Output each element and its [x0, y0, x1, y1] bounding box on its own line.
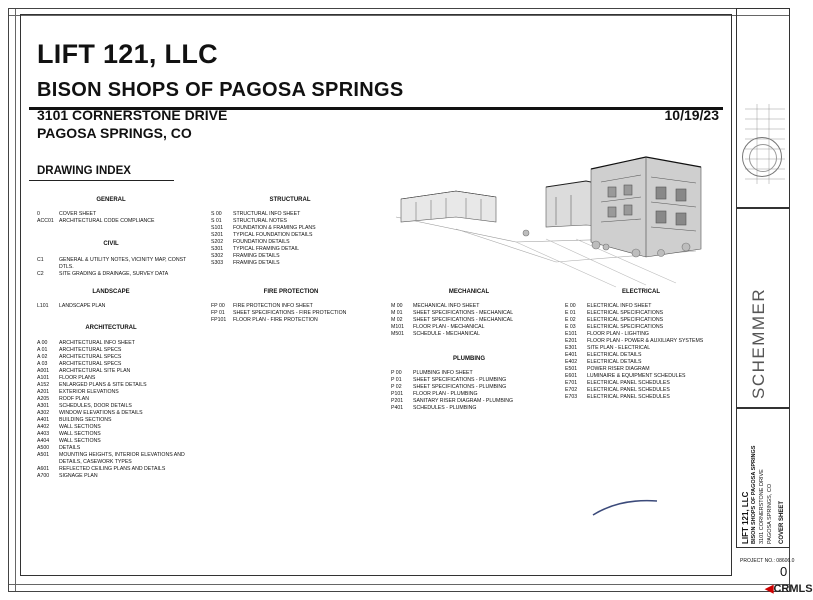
- sheet-code: E 03: [565, 324, 576, 330]
- bottom-border-ticks: [9, 584, 789, 591]
- index-entry: [391, 317, 551, 324]
- drawing-area: [20, 14, 732, 576]
- fire-protection-heading: FIRE PROTECTION: [263, 289, 319, 295]
- sheet-code: E601: [565, 373, 578, 379]
- sheet-code: P201: [391, 398, 404, 404]
- architectural-heading: ARCHITECTURAL: [85, 325, 137, 331]
- landscape-heading: LANDSCAPE: [92, 289, 130, 295]
- sheet-code: E402: [565, 359, 578, 365]
- sheet-description: ROOF PLAN: [59, 396, 89, 402]
- sheet-code: A500: [37, 445, 50, 451]
- sheet-description: DETAILS: [59, 445, 81, 451]
- sheet-code: A205: [37, 396, 50, 402]
- sheet-description: ELECTRICAL PANEL SCHEDULES: [587, 394, 670, 400]
- sheet-code: P 01: [391, 377, 402, 383]
- project-info-block: [736, 408, 790, 548]
- index-entry: [37, 410, 205, 417]
- address-line-1: 3101 CORNERSTONE DRIVE: [37, 107, 228, 123]
- index-entry: [565, 373, 725, 380]
- sheet-description: REFLECTED CEILING PLANS AND DETAILS: [59, 466, 166, 472]
- sheet-description: FOUNDATION DETAILS: [233, 239, 290, 245]
- sheet-code: E702: [565, 387, 578, 393]
- professional-seal-image: [742, 137, 782, 177]
- index-entry: [391, 398, 561, 405]
- index-entry: [37, 354, 205, 361]
- sheet-description: FRAMING DETAILS: [233, 260, 280, 266]
- sheet-code: A152: [37, 382, 50, 388]
- index-entry: [391, 331, 551, 338]
- sheet-code: FP 00: [211, 303, 225, 309]
- index-entry: [37, 361, 205, 368]
- signature-image: [591, 497, 661, 517]
- project-owner-title: LIFT 121, LLC: [37, 39, 218, 69]
- sheet-code: A201: [37, 389, 50, 395]
- sheet-code: A404: [37, 438, 50, 444]
- index-entry: [37, 445, 205, 452]
- sheet-code: S202: [211, 239, 224, 245]
- index-entry: [211, 303, 371, 310]
- tb-address-line-1: 3101 CORNERSTONE DRIVE: [759, 469, 765, 544]
- index-entry: [37, 417, 205, 424]
- sheet-description: ELECTRICAL DETAILS: [587, 352, 642, 358]
- issue-date: 10/19/23: [664, 107, 719, 123]
- sheet-description: ARCHITECTURAL SPECS: [59, 347, 122, 353]
- index-entry: [391, 377, 561, 384]
- sheet-description: WINDOW ELEVATIONS & DETAILS: [59, 410, 143, 416]
- sheet-description: ARCHITECTURAL SITE PLAN: [59, 368, 131, 374]
- sheet-description: LUMINAIRE & EQUIPMENT SCHEDULES: [587, 373, 686, 379]
- crmls-watermark-logo: ◀CRMLS: [765, 583, 813, 595]
- sheet-code: C1: [37, 257, 44, 263]
- sheet-description: WALL SECTIONS: [59, 431, 101, 437]
- index-entry: [37, 431, 205, 438]
- sheet-code: S303: [211, 260, 224, 266]
- sheet-code: P101: [391, 391, 404, 397]
- firm-name: SCHEMMER: [749, 287, 768, 399]
- sheet-code: A401: [37, 417, 50, 423]
- sheet-description: SANITARY RISER DIAGRAM - PLUMBING: [413, 398, 514, 404]
- sheet-description: WALL SECTIONS: [59, 424, 101, 430]
- general-list: [37, 211, 197, 225]
- index-entry: [211, 218, 361, 225]
- index-entry: [37, 396, 205, 403]
- sheet-code: A601: [37, 466, 50, 472]
- sheet-code: P 00: [391, 370, 402, 376]
- index-entry: [211, 253, 361, 260]
- civil-heading: CIVIL: [103, 241, 119, 247]
- index-entry: [391, 370, 561, 377]
- index-entry: [37, 473, 205, 480]
- sheet-code: E 01: [565, 310, 576, 316]
- sheet-description: SHEET SPECIFICATIONS - FIRE PROTECTION: [233, 310, 347, 316]
- sheet-description: ENLARGED PLANS & SITE DETAILS: [59, 382, 147, 388]
- index-entry: [565, 331, 725, 338]
- sheet-description: SCHEDULES - PLUMBING: [413, 405, 477, 411]
- index-entry: [565, 324, 725, 331]
- sheet-code: S 00: [211, 211, 222, 217]
- crmls-watermark-text: CRMLS: [773, 583, 813, 595]
- sheet-description: ARCHITECTURAL SPECS: [59, 354, 122, 360]
- civil-list: [37, 257, 197, 278]
- mechanical-list: [391, 303, 551, 338]
- sheet-description: STRUCTURAL INFO SHEET: [233, 211, 301, 217]
- index-entry: [37, 452, 205, 466]
- index-entry: [565, 359, 725, 366]
- sheet-description: FRAMING DETAILS: [233, 253, 280, 259]
- index-entry: [211, 310, 371, 317]
- sheet-description: ELECTRICAL SPECIFICATIONS: [587, 317, 664, 323]
- tb-project-name: BISON SHOPS OF PAGOSA SPRINGS: [751, 445, 757, 544]
- sheet-description: ELECTRICAL INFO SHEET: [587, 303, 652, 309]
- index-entry: [391, 405, 561, 412]
- sheet-code: A403: [37, 431, 50, 437]
- drawing-index-title: DRAWING INDEX: [37, 165, 131, 177]
- revision-table-lines: [737, 9, 789, 207]
- sheet-description: COVER SHEET: [59, 211, 97, 217]
- sheet-description: FIRE PROTECTION INFO SHEET: [233, 303, 313, 309]
- sheet-description: POWER RISER DIAGRAM: [587, 366, 650, 372]
- sheet-description: ELECTRICAL PANEL SCHEDULES: [587, 387, 670, 393]
- sheet-code: A 00: [37, 340, 48, 346]
- sheet-code: M 00: [391, 303, 403, 309]
- sheet-description: EXTERIOR ELEVATIONS: [59, 389, 119, 395]
- sheet-description: SHEET SPECIFICATIONS - PLUMBING: [413, 384, 507, 390]
- electrical-list: [565, 303, 725, 401]
- sheet-description: SITE GRADING & DRAINAGE, SURVEY DATA: [59, 271, 169, 277]
- project-number: PROJECT NO.: 08606.0: [740, 558, 795, 564]
- index-entry: [37, 271, 197, 278]
- title-block: [736, 8, 790, 592]
- sheet-code: E101: [565, 331, 578, 337]
- sheet-description: ELECTRICAL PANEL SCHEDULES: [587, 380, 670, 386]
- sheet-code: M 02: [391, 317, 403, 323]
- sheet-code: C2: [37, 271, 44, 277]
- sheet-code: S201: [211, 232, 224, 238]
- structural-list: [211, 211, 361, 267]
- sheet-description: SITE PLAN - ELECTRICAL: [587, 345, 651, 351]
- structural-heading: STRUCTURAL: [269, 197, 311, 203]
- sheet-code: FP101: [211, 317, 227, 323]
- drawing-index-rule: [29, 180, 174, 181]
- sheet-description: SHEET SPECIFICATIONS - PLUMBING: [413, 377, 507, 383]
- sheet-description: ELECTRICAL SPECIFICATIONS: [587, 324, 664, 330]
- sheet-code: M501: [391, 331, 404, 337]
- sheet-description: ELECTRICAL SPECIFICATIONS: [587, 310, 664, 316]
- sheet-description: FOUNDATION & FRAMING PLANS: [233, 225, 316, 231]
- sheet-code: E301: [565, 345, 578, 351]
- sheet-code: S 01: [211, 218, 222, 224]
- sheet-code: S101: [211, 225, 224, 231]
- index-entry: [37, 382, 205, 389]
- index-entry: [391, 391, 561, 398]
- project-name-title: BISON SHOPS OF PAGOSA SPRINGS: [37, 79, 404, 101]
- index-entry: [565, 366, 725, 373]
- index-entry: [391, 310, 551, 317]
- index-entry: [37, 211, 197, 218]
- sheet-code: A302: [37, 410, 50, 416]
- index-entry: [565, 380, 725, 387]
- architectural-list: [37, 340, 205, 480]
- sheet-code: E 00: [565, 303, 576, 309]
- sheet-description: BUILDING SECTIONS: [59, 417, 112, 423]
- sheet-description: WALL SECTIONS: [59, 438, 101, 444]
- sheet-code: A301: [37, 403, 50, 409]
- sheet-code: ACC01: [37, 218, 54, 224]
- sheet-description: SCHEDULE - MECHANICAL: [413, 331, 480, 337]
- sheet-description: ARCHITECTURAL SPECS: [59, 361, 122, 367]
- index-entry: [37, 424, 205, 431]
- sheet-description: MOUNTING HEIGHTS, INTERIOR ELEVATIONS AND DETAILS, CASEWORK TYPES: [59, 452, 185, 465]
- sheet-code: P 02: [391, 384, 402, 390]
- index-entry: [391, 324, 551, 331]
- plumbing-heading: PLUMBING: [453, 356, 485, 362]
- mechanical-heading: MECHANICAL: [448, 289, 490, 295]
- sheet-code: P401: [391, 405, 404, 411]
- index-entry: [37, 347, 205, 354]
- sheet-description: ARCHITECTURAL INFO SHEET: [59, 340, 135, 346]
- sheet-code: A700: [37, 473, 50, 479]
- sheet-description: SHEET SPECIFICATIONS - MECHANICAL: [413, 310, 514, 316]
- index-entry: [565, 338, 725, 345]
- general-heading: GENERAL: [96, 197, 126, 203]
- index-entry: [211, 246, 361, 253]
- index-entry: [211, 317, 371, 324]
- index-entry: [211, 211, 361, 218]
- index-entry: [37, 218, 197, 225]
- address-line-2: PAGOSA SPRINGS, CO: [37, 125, 192, 141]
- index-entry: [565, 345, 725, 352]
- firm-block: [736, 208, 790, 408]
- sheet-description: SHEET SPECIFICATIONS - MECHANICAL: [413, 317, 514, 323]
- sheet-description: STRUCTURAL NOTES: [233, 218, 287, 224]
- fire-protection-list: [211, 303, 371, 324]
- tb-owner: LIFT 121, LLC: [741, 491, 750, 544]
- sheet-description: ELECTRICAL DETAILS: [587, 359, 642, 365]
- landscape-list: [37, 303, 197, 310]
- index-entry: [37, 466, 205, 473]
- index-entry: [37, 403, 205, 410]
- index-entry: [211, 260, 361, 267]
- sheet-code: S302: [211, 253, 224, 259]
- tb-address-line-2: PAGOSA SPRINGS, CO: [767, 483, 773, 544]
- sheet-description: FLOOR PLAN - FIRE PROTECTION: [233, 317, 318, 323]
- sheet-number: 0: [780, 564, 788, 579]
- left-border-ticks: [9, 9, 16, 591]
- revision-block: [736, 8, 790, 208]
- sheet-code: E401: [565, 352, 578, 358]
- building-rendering-image: [396, 147, 706, 297]
- plumbing-list: [391, 370, 561, 412]
- electrical-heading: ELECTRICAL: [622, 289, 660, 295]
- index-entry: [565, 317, 725, 324]
- sheet-code: E703: [565, 394, 578, 400]
- sheet-description: PLUMBING INFO SHEET: [413, 370, 473, 376]
- index-entry: [37, 438, 205, 445]
- sheet-code: A101: [37, 375, 50, 381]
- sheet-code: L101: [37, 303, 49, 309]
- sheet-description: FLOOR PLAN - POWER & AUXILIARY SYSTEMS: [587, 338, 704, 344]
- index-entry: [565, 352, 725, 359]
- sheet-description: GENERAL & UTILITY NOTES, VICINITY MAP, CONST DTLS.: [59, 257, 187, 270]
- sheet-code: 0: [37, 211, 40, 217]
- sheet-description: TYPICAL FOUNDATION DETAILS: [233, 232, 313, 238]
- index-entry: [37, 368, 205, 375]
- sheet-code: M 01: [391, 310, 403, 316]
- sheet-code: E 02: [565, 317, 576, 323]
- index-entry: [565, 310, 725, 317]
- sheet-code: A501: [37, 452, 50, 458]
- sheet-code: A001: [37, 368, 50, 374]
- sheet-code: E701: [565, 380, 578, 386]
- index-entry: [37, 257, 197, 271]
- sheet-description: MECHANICAL INFO SHEET: [413, 303, 480, 309]
- sheet-description: TYPICAL FRAMING DETAIL: [233, 246, 300, 252]
- index-entry: [37, 389, 205, 396]
- index-entry: [391, 384, 561, 391]
- index-entry: [37, 340, 205, 347]
- tb-sheet-title: COVER SHEET: [779, 500, 785, 544]
- index-entry: [565, 387, 725, 394]
- sheet-description: FLOOR PLAN - PLUMBING: [413, 391, 478, 397]
- sheet-description: FLOOR PLAN - LIGHTING: [587, 331, 649, 337]
- sheet-code: S301: [211, 246, 224, 252]
- sheet-code: FP 01: [211, 310, 225, 316]
- sheet-code: E501: [565, 366, 578, 372]
- index-entry: [565, 394, 725, 401]
- sheet-description: FLOOR PLAN - MECHANICAL: [413, 324, 485, 330]
- index-entry: [211, 239, 361, 246]
- index-entry: [211, 232, 361, 239]
- sheet-description: SCHEDULES, DOOR DETAILS: [59, 403, 132, 409]
- sheet-description: FLOOR PLANS: [59, 375, 96, 381]
- index-entry: [391, 303, 551, 310]
- sheet-code: A 02: [37, 354, 48, 360]
- sheet-code: A 03: [37, 361, 48, 367]
- sheet-code: E201: [565, 338, 578, 344]
- sheet-code: A402: [37, 424, 50, 430]
- index-entry: [37, 303, 197, 310]
- sheet-description: LANDSCAPE PLAN: [59, 303, 106, 309]
- sheet-code: M101: [391, 324, 404, 330]
- sheet-code: A 01: [37, 347, 48, 353]
- index-entry: [211, 225, 361, 232]
- sheet-description: SIGNAGE PLAN: [59, 473, 98, 479]
- sheet-description: ARCHITECTURAL CODE COMPLIANCE: [59, 218, 155, 224]
- index-entry: [565, 303, 725, 310]
- index-entry: [37, 375, 205, 382]
